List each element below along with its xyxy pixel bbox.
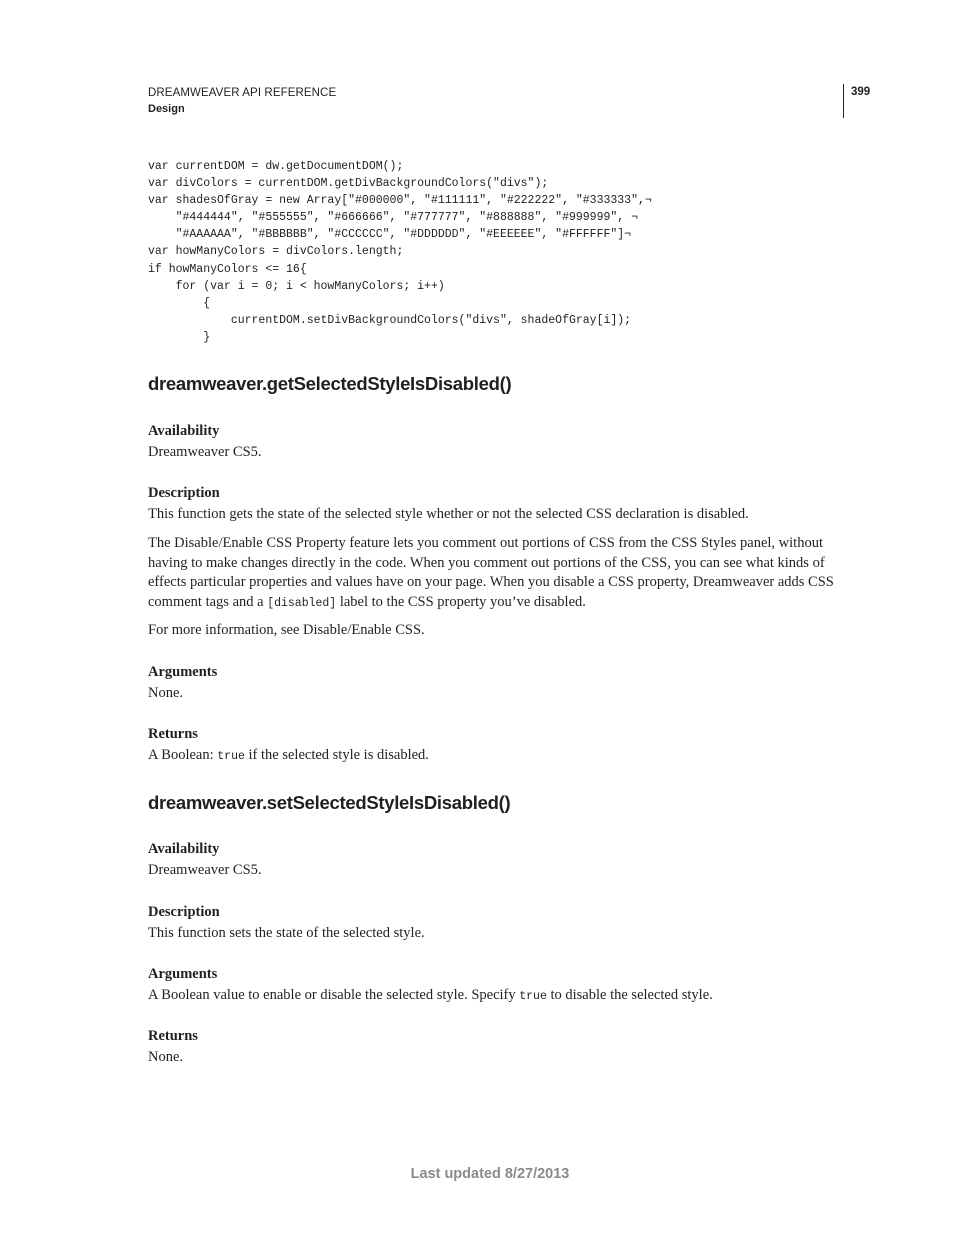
description-paragraph: This function sets the state of the selected style. xyxy=(148,925,425,941)
arguments-text-part: to disable the selected style. xyxy=(546,987,713,1003)
code-line: var divColors = currentDOM.getDivBackgroundColors("divs"); xyxy=(148,177,549,191)
description-paragraph xyxy=(148,534,840,613)
availability-heading: Availability xyxy=(148,841,220,857)
code-line: "#444444", "#555555", "#666666", "#777777", "#888888", "#999999", ¬ xyxy=(148,211,638,225)
arguments-text xyxy=(148,986,840,1007)
description-text: The Disable/Enable CSS Property feature lets you comment out portions of CSS from the CSS Styles panel, without having to make changes directly in the code. When you comment out portions of the CSS, you can see what kinds of effects particular properties and values have on your page. When you disable a CSS property, Dreamweaver adds CSS comment tags and a xyxy=(148,535,834,610)
inline-code: true xyxy=(217,750,245,763)
arguments-heading: Arguments xyxy=(148,664,218,680)
availability-heading: Availability xyxy=(148,423,220,439)
function-heading-set-selected-style-is-disabled: dreamweaver.setSelectedStyleIsDisabled() xyxy=(148,792,511,813)
returns-text: None. xyxy=(148,1049,184,1065)
running-header-section: Design xyxy=(148,103,185,115)
returns-text xyxy=(148,746,840,767)
inline-code: true xyxy=(519,990,547,1003)
description-paragraph: This function gets the state of the selected style whether or not the selected CSS declaration is disabled. xyxy=(148,506,749,522)
function-heading-get-selected-style-is-disabled: dreamweaver.getSelectedStyleIsDisabled() xyxy=(148,373,512,394)
header-divider xyxy=(843,84,844,118)
code-line: currentDOM.setDivBackgroundColors("divs", shadeOfGray[i]); xyxy=(148,313,632,327)
returns-heading: Returns xyxy=(148,1028,198,1044)
availability-text: Dreamweaver CS5. xyxy=(148,862,262,878)
footer-last-updated: Last updated 8/27/2013 xyxy=(410,1166,570,1182)
returns-text-part: A Boolean: xyxy=(148,747,218,763)
arguments-text-part: A Boolean value to enable or disable the selected style. Specify xyxy=(148,987,520,1003)
arguments-text: None. xyxy=(148,685,184,701)
code-line: if howManyColors <= 16{ xyxy=(148,262,307,276)
code-line: "#AAAAAA", "#BBBBBB", "#CCCCCC", "#DDDDDD", "#EEEEEE", "#FFFFFF"]¬ xyxy=(148,228,632,242)
inline-code: [disabled] xyxy=(267,596,337,610)
code-line: var currentDOM = dw.getDocumentDOM(); xyxy=(148,160,404,173)
page-number: 399 xyxy=(851,86,871,98)
arguments-heading: Arguments xyxy=(148,966,218,982)
code-line: for (var i = 0; i < howManyColors; i++) xyxy=(148,279,445,293)
code-line: var shadesOfGray = new Array["#000000", "#111111", "#222222", "#333333",¬ xyxy=(148,194,652,208)
availability-text: Dreamweaver CS5. xyxy=(148,444,262,460)
description-heading: Description xyxy=(148,904,220,920)
returns-heading: Returns xyxy=(148,726,198,742)
description-paragraph: For more information, see Disable/Enable CSS. xyxy=(148,622,425,638)
code-block xyxy=(148,158,652,346)
code-line: } xyxy=(148,330,211,344)
running-header-title: DREAMWEAVER API REFERENCE xyxy=(148,87,337,99)
description-text: label to the CSS property you’ve disabled. xyxy=(336,593,586,610)
description-heading: Description xyxy=(148,485,220,501)
returns-text-part: if the selected style is disabled. xyxy=(244,747,429,763)
code-line: { xyxy=(148,296,211,310)
code-line: var howManyColors = divColors.length; xyxy=(148,245,404,259)
